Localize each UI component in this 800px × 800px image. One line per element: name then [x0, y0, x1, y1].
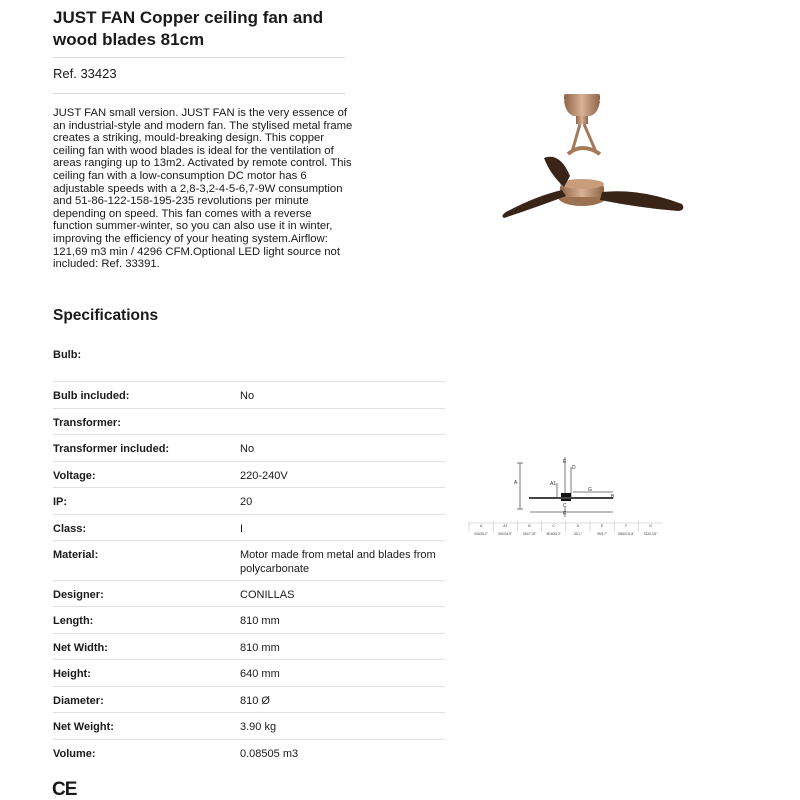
- spec-value: I: [240, 523, 244, 535]
- spec-label: IP:: [53, 496, 68, 508]
- spec-row-ip: [53, 488, 445, 515]
- spec-row-class: [53, 515, 445, 541]
- spec-value: No: [240, 390, 255, 402]
- spec-label: Net Width:: [53, 642, 108, 654]
- spec-label: Class:: [53, 523, 87, 535]
- diagram-table-value: 333/13,8": [643, 532, 658, 536]
- diagram-table-header: E: [600, 524, 604, 528]
- diagram-table-value: Ø160/6,3": [546, 532, 561, 536]
- spec-row-length: [53, 607, 445, 634]
- product-description: JUST FAN small version. JUST FAN is the very essence of an industrial-style and modern fan. The stylised metal frame creates a striking, mould-breaking design. This copper ceiling fan with wood blades is ideal for the ventilation of areas ranging up to 13m2. Activated by remote control. This ceiling fan with a low-consumption DC motor has 6 adjustable speeds with a 2,8-3,2-4-5-6,7-9W consumption and 51-86-122-158-195-235 revolutions per minute depending on speed. This fan comes with a reverse function summer-winter, so you can also use it in winter, improving the efficiency of your heating system.Airflow: 121,69 m3 min / 4296 CFM.Optional LED light source not included: Ref. 33391.: [53, 107, 353, 271]
- spec-label: Material:: [53, 549, 99, 561]
- spec-value: [240, 409, 445, 434]
- spec-label: Transformer:: [53, 417, 121, 429]
- diagram-table-value: 650/24,8": [498, 532, 513, 536]
- diagram-table-header: B: [528, 524, 531, 528]
- diagram-table-header: A: [479, 524, 483, 528]
- spec-label: Height:: [53, 668, 91, 680]
- spec-row-net-weight: [53, 713, 445, 740]
- spec-value: Motor made from metal and blades from polycarbonate: [240, 549, 436, 575]
- spec-row-volume: [53, 740, 445, 766]
- diagram-letter-f: F: [563, 511, 567, 517]
- spec-row-voltage: [53, 462, 445, 488]
- spec-label: Designer:: [53, 589, 104, 601]
- spec-row-material: [53, 541, 445, 581]
- specifications-heading: Specifications: [53, 307, 159, 324]
- spec-row-net-width: [53, 634, 445, 660]
- diagram-letter-a1: A1: [550, 481, 557, 487]
- spec-value: 810 mm: [240, 615, 280, 627]
- spec-label: Transformer included:: [53, 443, 170, 455]
- spec-label: Length:: [53, 615, 94, 627]
- spec-value: 810 mm: [240, 642, 280, 654]
- spec-value: 640 mm: [240, 668, 280, 680]
- diagram-letter-d: D: [572, 465, 576, 471]
- spec-label: Voltage:: [53, 470, 96, 482]
- diagram-table-header: F: [625, 524, 628, 528]
- spec-label: Bulb:: [53, 349, 82, 361]
- diagram-table-value: 95/3,7": [597, 532, 608, 536]
- diagram-letter-b: B: [611, 494, 615, 500]
- spec-value: 20: [240, 496, 253, 508]
- product-image: [500, 92, 685, 227]
- spec-value: 810 Ø: [240, 695, 270, 707]
- spec-row-transformer-included: [53, 435, 445, 462]
- spec-value: 0.08505 m3: [240, 748, 299, 760]
- spec-value: 3.90 kg: [240, 721, 277, 733]
- spec-row-bulb: [53, 341, 445, 382]
- ce-mark-icon: CE: [52, 779, 77, 800]
- spec-row-bulb-included: [53, 382, 445, 409]
- title-divider: [53, 57, 345, 58]
- dimension-diagram: [465, 455, 665, 540]
- diagram-table-header: A1: [503, 524, 508, 528]
- product-ref: Ref. 33423: [53, 66, 117, 81]
- spec-value: [240, 341, 445, 381]
- diagram-letter-a: A: [514, 480, 518, 486]
- diagram-letter-e: E: [563, 459, 567, 465]
- spec-row-transformer: [53, 409, 445, 435]
- spec-value: No: [240, 443, 255, 455]
- spec-label: Net Weight:: [53, 721, 114, 733]
- diagram-table-value: 32/1,": [573, 532, 583, 536]
- diagram-table-value: Ø810/31,8": [618, 532, 635, 536]
- product-title: JUST FAN Copper ceiling fan and wood blades 81cm: [53, 8, 324, 49]
- ref-divider: [53, 93, 345, 94]
- diagram-letter-g: G: [588, 487, 592, 493]
- spec-value: CONILLAS: [240, 589, 295, 601]
- diagram-table-value: 180/7,09": [522, 532, 537, 536]
- spec-row-height: [53, 660, 445, 687]
- spec-label: Volume:: [53, 748, 96, 760]
- diagram-table-value: 640/25,2": [474, 532, 488, 536]
- diagram-letter-c: C: [563, 503, 567, 509]
- specifications-table: [53, 341, 445, 766]
- diagram-table-header: C: [552, 524, 556, 528]
- spec-label: Bulb included:: [53, 390, 130, 402]
- spec-row-diameter: [53, 687, 445, 713]
- diagram-table-header: G: [649, 524, 652, 528]
- spec-value: 220-240V: [240, 470, 288, 482]
- diagram-table-header: D: [576, 524, 580, 528]
- spec-row-designer: [53, 581, 445, 607]
- spec-label: Diameter:: [53, 695, 104, 707]
